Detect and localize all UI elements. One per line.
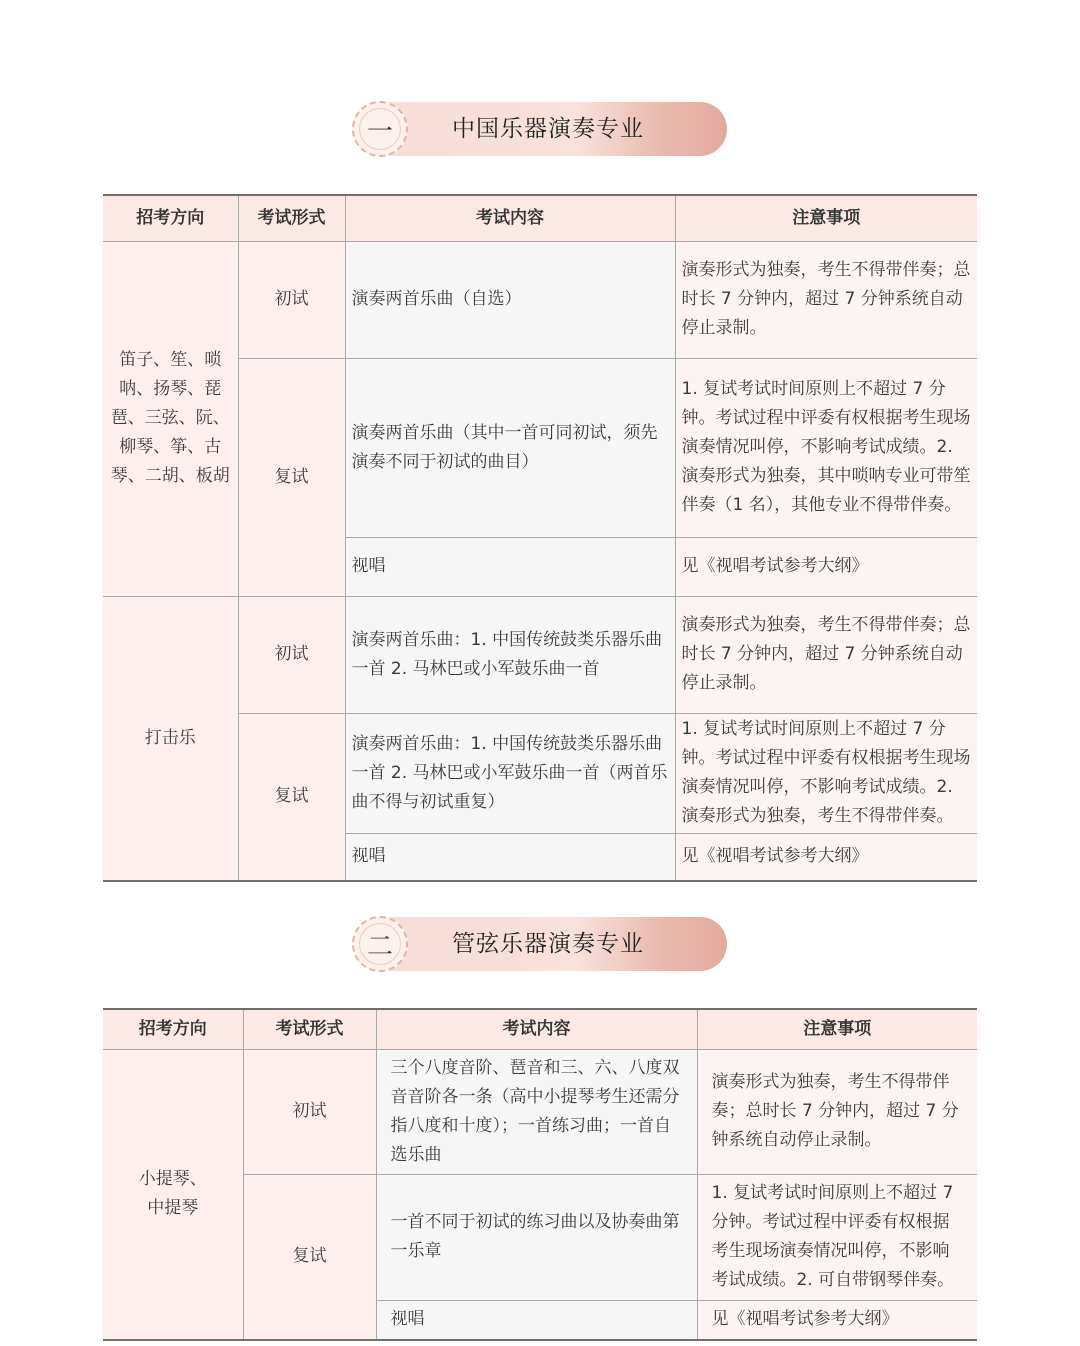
note-cell: 1. 复试考试时间原则上不超过 7 分钟。考试过程中评委有权根据考生现场演奏情况叫停，不影响考试成绩。2. 演奏形式为独奏，其中唢呐专业可带笙伴奏（1 名），其他专业不得带伴奏。: [675, 358, 977, 537]
section1-table: [103, 194, 977, 882]
section2-table: [103, 1008, 977, 1341]
header-form: 考试形式: [243, 1009, 376, 1049]
table-header-row: [103, 1009, 977, 1049]
content-cell: 视唱: [345, 833, 675, 881]
header-direction: 招考方向: [103, 1009, 243, 1049]
header-notes: 注意事项: [675, 195, 977, 241]
table-row: [103, 1049, 977, 1174]
table-header-row: [103, 195, 977, 241]
header-form: 考试形式: [238, 195, 345, 241]
form-cell: 复试: [238, 358, 345, 596]
section1-number-badge: 一: [352, 101, 408, 157]
form-cell: 复试: [243, 1174, 376, 1340]
table-row: [103, 241, 977, 358]
header-content: 考试内容: [376, 1009, 697, 1049]
form-cell: 初试: [238, 596, 345, 713]
section2-title: 管弦乐器演奏专业: [452, 931, 644, 957]
content-cell: 演奏两首乐曲：1. 中国传统鼓类乐器乐曲一首 2. 马林巴或小军鼓乐曲一首: [345, 596, 675, 713]
note-cell: 见《视唱考试参考大纲》: [675, 833, 977, 881]
note-cell: 演奏形式为独奏，考生不得带伴奏；总时长 7 分钟内，超过 7 分钟系统自动停止录制。: [675, 241, 977, 358]
content-cell: 演奏两首乐曲（其中一首可同初试，须先演奏不同于初试的曲目）: [345, 358, 675, 537]
note-cell: 见《视唱考试参考大纲》: [675, 537, 977, 596]
note-cell: 1. 复试考试时间原则上不超过 7 分钟。考试过程中评委有权根据考生现场演奏情况叫停，不影响考试成绩。2. 可自带钢琴伴奏。: [697, 1174, 977, 1300]
header-direction: 招考方向: [103, 195, 238, 241]
section1-banner: [352, 102, 727, 156]
table-row: [103, 596, 977, 713]
header-notes: 注意事项: [697, 1009, 977, 1049]
form-cell: 复试: [238, 713, 345, 881]
section2-number-badge: 二: [352, 916, 408, 972]
note-cell: 演奏形式为独奏，考生不得带伴奏；总时长 7 分钟内，超过 7 分钟系统自动停止录制。: [675, 596, 977, 713]
direction-cell: 笛子、笙、唢呐、扬琴、琵琶、三弦、阮、柳琴、筝、古琴、二胡、板胡: [103, 241, 238, 596]
header-content: 考试内容: [345, 195, 675, 241]
note-cell: 1. 复试考试时间原则上不超过 7 分钟。考试过程中评委有权根据考生现场演奏情况叫停，不影响考试成绩。2. 演奏形式为独奏，考生不得带伴奏。: [675, 713, 977, 833]
form-cell: 初试: [238, 241, 345, 358]
content-cell: 三个八度音阶、琶音和三、六、八度双音音阶各一条（高中小提琴考生还需分指八度和十度）；一首练习曲；一首自选乐曲: [376, 1049, 697, 1174]
section1-title: 中国乐器演奏专业: [452, 116, 644, 142]
direction-cell: 小提琴、中提琴: [103, 1049, 243, 1340]
content-cell: 视唱: [376, 1300, 697, 1340]
form-cell: 初试: [243, 1049, 376, 1174]
section2-banner: [352, 917, 727, 971]
note-cell: 见《视唱考试参考大纲》: [697, 1300, 977, 1340]
content-cell: 演奏两首乐曲（自选）: [345, 241, 675, 358]
content-cell: 一首不同于初试的练习曲以及协奏曲第一乐章: [376, 1174, 697, 1300]
content-cell: 视唱: [345, 537, 675, 596]
note-cell: 演奏形式为独奏，考生不得带伴奏；总时长 7 分钟内，超过 7 分钟系统自动停止录制。: [697, 1049, 977, 1174]
direction-cell: 打击乐: [103, 596, 238, 881]
content-cell: 演奏两首乐曲：1. 中国传统鼓类乐器乐曲一首 2. 马林巴或小军鼓乐曲一首（两首乐曲不得与初试重复）: [345, 713, 675, 833]
